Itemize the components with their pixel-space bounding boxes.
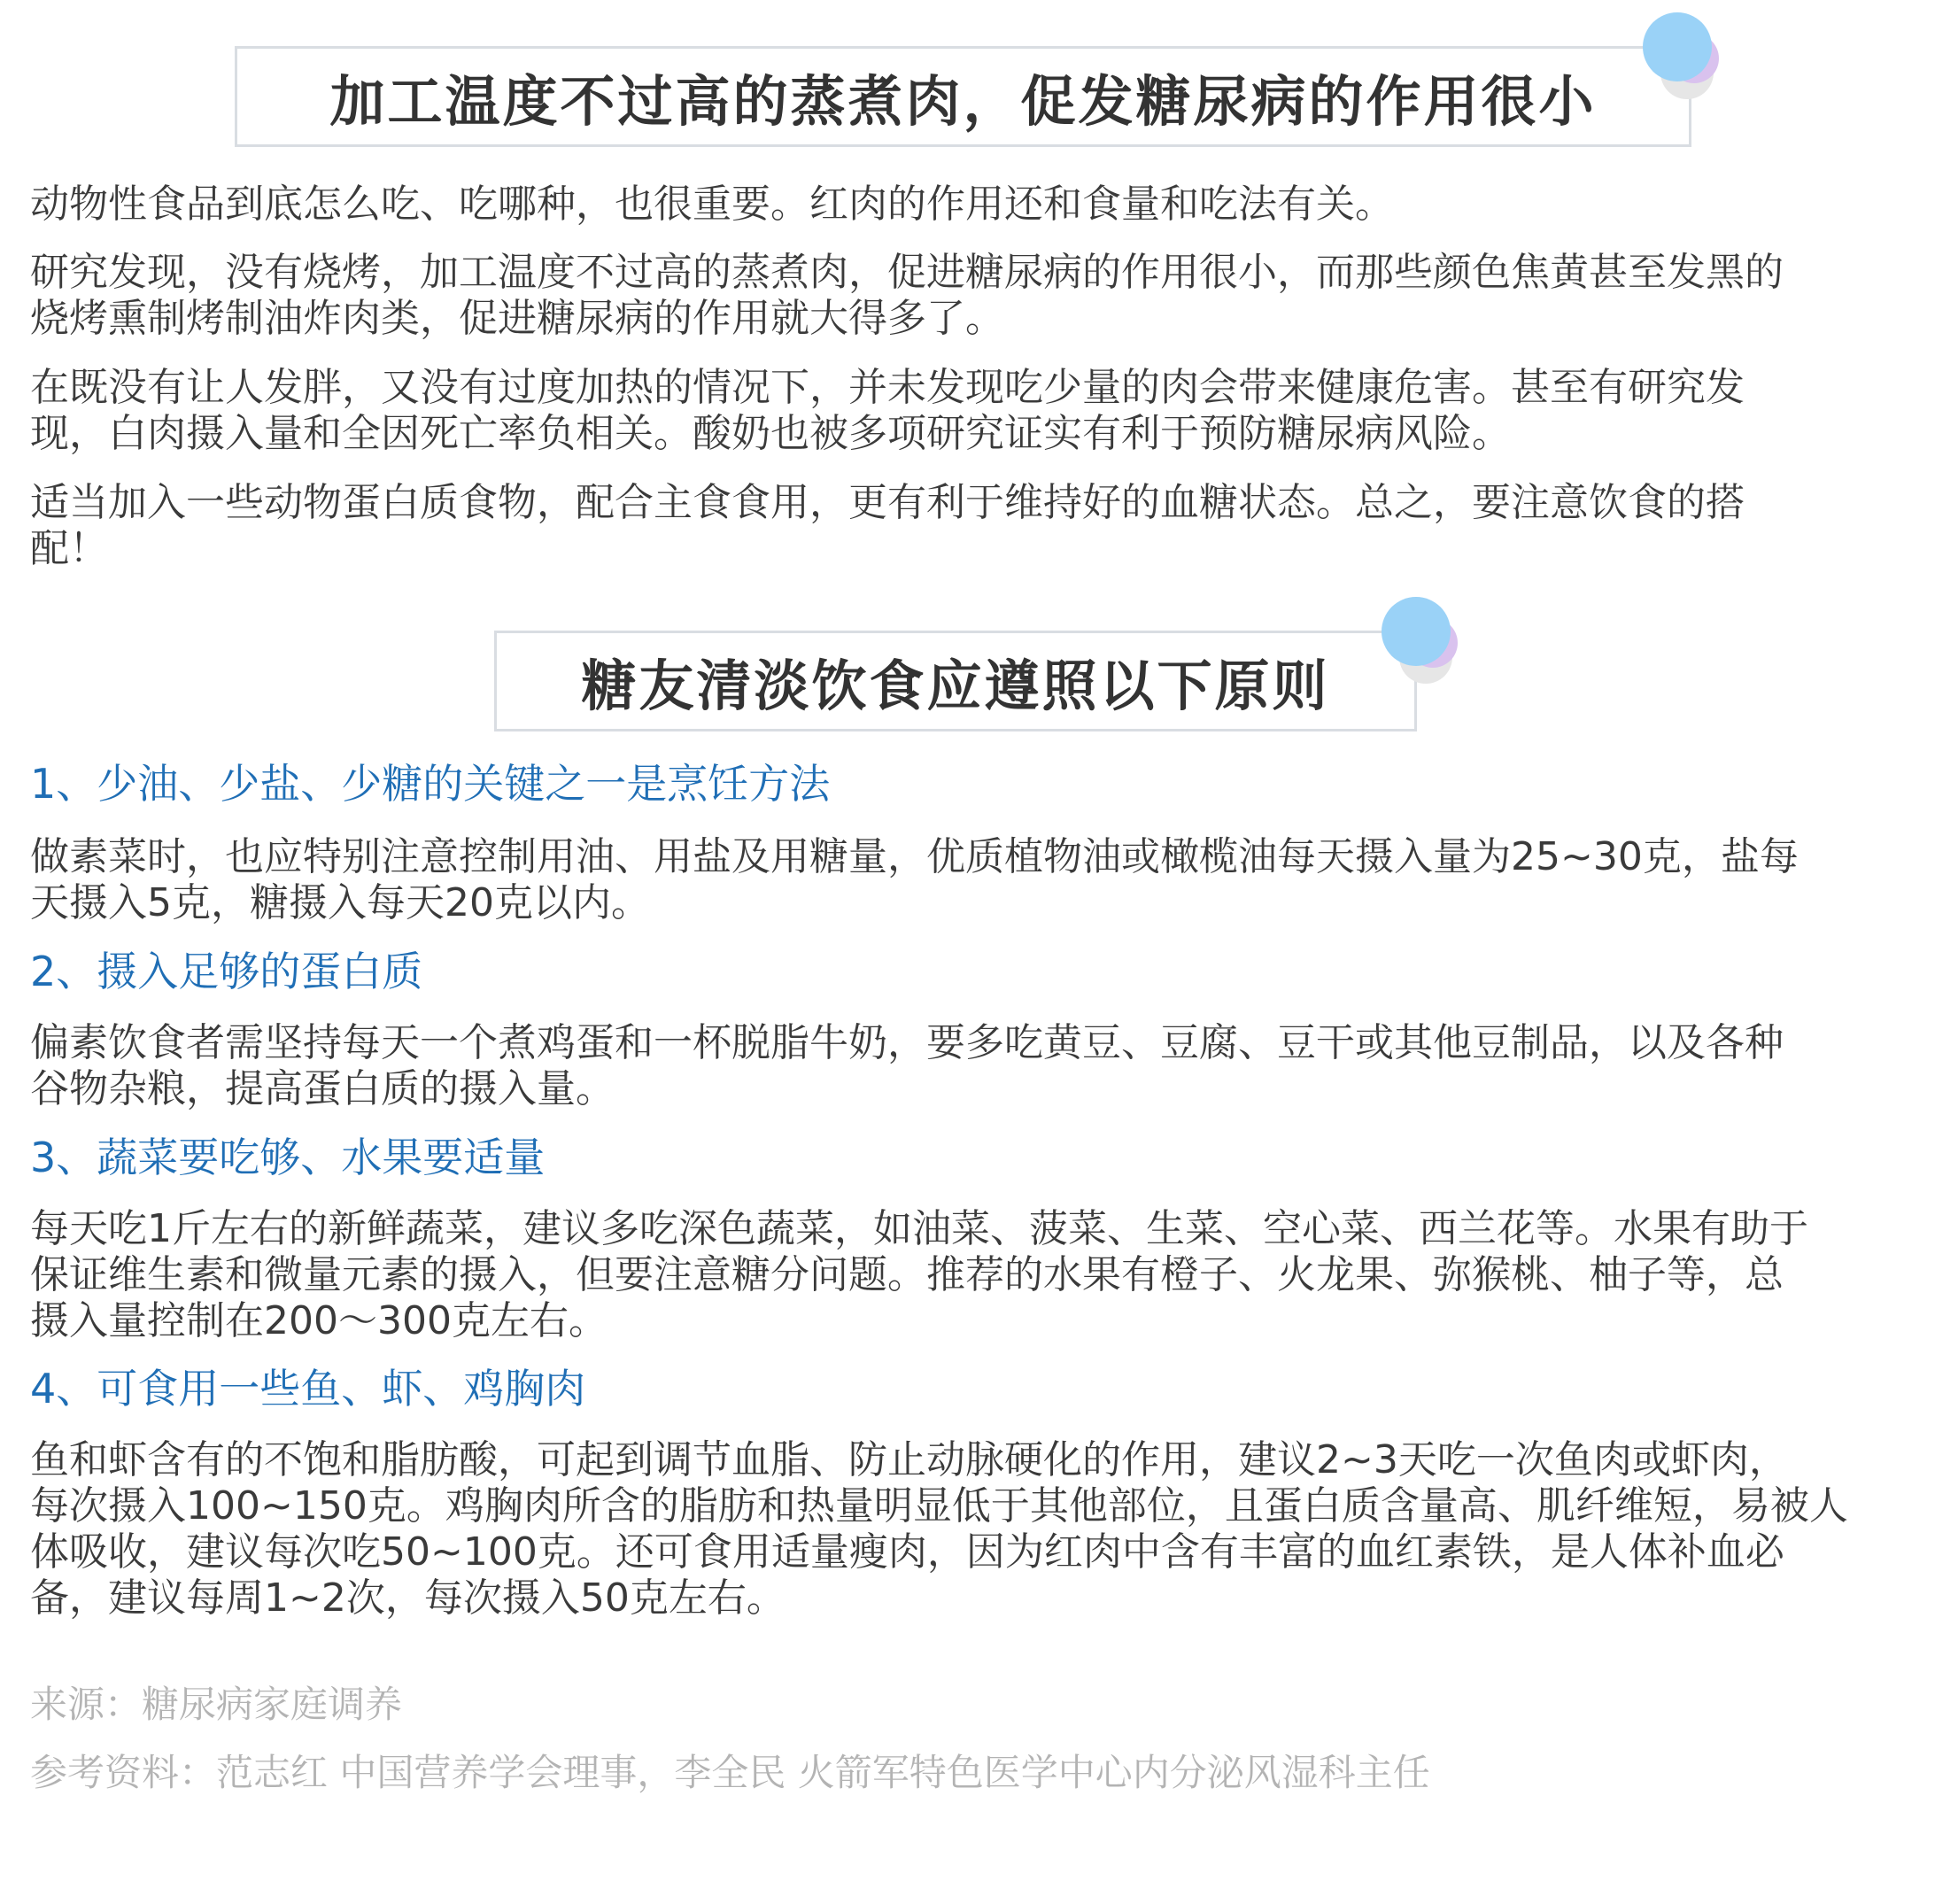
text-line: 保证维生素和微量元素的摄入，但要注意糖分问题。推荐的水果有橙子、火龙果、弥猴桃、柚子等，总	[30, 1252, 1784, 1297]
item4-paragraph	[30, 1437, 1908, 1621]
section1-decorative-dots	[1643, 11, 1740, 108]
text-line: 摄入量控制在200～300克左右。	[30, 1298, 608, 1343]
section1-paragraph-1	[30, 182, 1908, 228]
text-line: 做素菜时，也应特别注意控制用油、用盐及用糖量，优质植物油或橄榄油每天摄入量为25~30克，盐每	[30, 834, 1799, 879]
text-line: 研究发现，没有烧烤，加工温度不过高的蒸煮肉，促进糖尿病的作用很小，而那些颜色焦黄甚至发黑的	[30, 250, 1784, 295]
item4-heading: 4、可食用一些鱼、虾、鸡胸肉	[30, 1365, 586, 1413]
text-line: 现，白肉摄入量和全因死亡率负相关。酸奶也被多项研究证实有利于预防糖尿病风险。	[30, 411, 1511, 456]
item1-heading: 1、少油、少盐、少糖的关键之一是烹饪方法	[30, 760, 831, 808]
section2-title: 糖友清淡饮食应遵照以下原则	[581, 653, 1330, 718]
text-line: 适当加入一些动物蛋白质食物，配合主食食用，更有利于维持好的血糖状态。总之，要注意饮食的搭	[30, 480, 1745, 525]
section1-title-box	[235, 46, 1691, 147]
section1-paragraph-2	[30, 250, 1908, 342]
text-line: 每天吃1斤左右的新鲜蔬菜，建议多吃深色蔬菜，如油菜、菠菜、生菜、空心菜、西兰花等。水果有助于	[30, 1206, 1808, 1251]
section2-decorative-dots	[1382, 595, 1479, 693]
text-line: 动物性食品到底怎么吃、吃哪种，也很重要。红肉的作用还和食量和吃法有关。	[30, 182, 1394, 227]
item3-heading: 3、蔬菜要吃够、水果要适量	[30, 1134, 546, 1181]
references-line: 参考资料：范志红 中国营养学会理事，李全民 火箭军特色医学中心内分泌风湿科主任	[30, 1751, 1430, 1794]
item1-paragraph	[30, 834, 1908, 926]
text-line: 偏素饮食者需坚持每天一个煮鸡蛋和一杯脱脂牛奶，要多吃黄豆、豆腐、豆干或其他豆制品，以及各种	[30, 1020, 1784, 1065]
text-line: 配！	[30, 526, 108, 571]
text-line: 每次摄入100~150克。鸡胸肉所含的脂肪和热量明显低于其他部位，且蛋白质含量高、肌纤维短，易被人	[30, 1483, 1848, 1529]
text-line: 鱼和虾含有的不饱和脂肪酸，可起到调节血脂、防止动脉硬化的作用，建议2~3天吃一次鱼肉或虾肉，	[30, 1437, 1788, 1482]
blue-dot-icon	[1382, 597, 1451, 666]
item3-paragraph	[30, 1206, 1908, 1344]
item2-paragraph	[30, 1020, 1908, 1112]
section1-title: 加工温度不过高的蒸煮肉，促发糖尿病的作用很小	[329, 68, 1597, 134]
source-line: 来源：糖尿病家庭调养	[30, 1683, 403, 1726]
section2-title-box	[494, 631, 1417, 731]
text-line: 谷物杂粮，提高蛋白质的摄入量。	[30, 1066, 615, 1111]
section1-paragraph-3	[30, 365, 1908, 457]
text-line: 备，建议每周1~2次，每次摄入50克左右。	[30, 1575, 786, 1621]
item2-heading: 2、摄入足够的蛋白质	[30, 948, 423, 995]
section1-paragraph-4	[30, 480, 1908, 572]
text-line: 体吸收，建议每次吃50~100克。还可食用适量瘦肉，因为红肉中含有丰富的血红素铁，是人体补血必	[30, 1529, 1784, 1575]
blue-dot-icon	[1643, 12, 1712, 81]
text-line: 烧烤熏制烤制油炸肉类，促进糖尿病的作用就大得多了。	[30, 296, 1004, 341]
text-line: 天摄入5克，糖摄入每天20克以内。	[30, 880, 650, 925]
text-line: 在既没有让人发胖，又没有过度加热的情况下，并未发现吃少量的肉会带来健康危害。甚至有研究发	[30, 365, 1745, 410]
